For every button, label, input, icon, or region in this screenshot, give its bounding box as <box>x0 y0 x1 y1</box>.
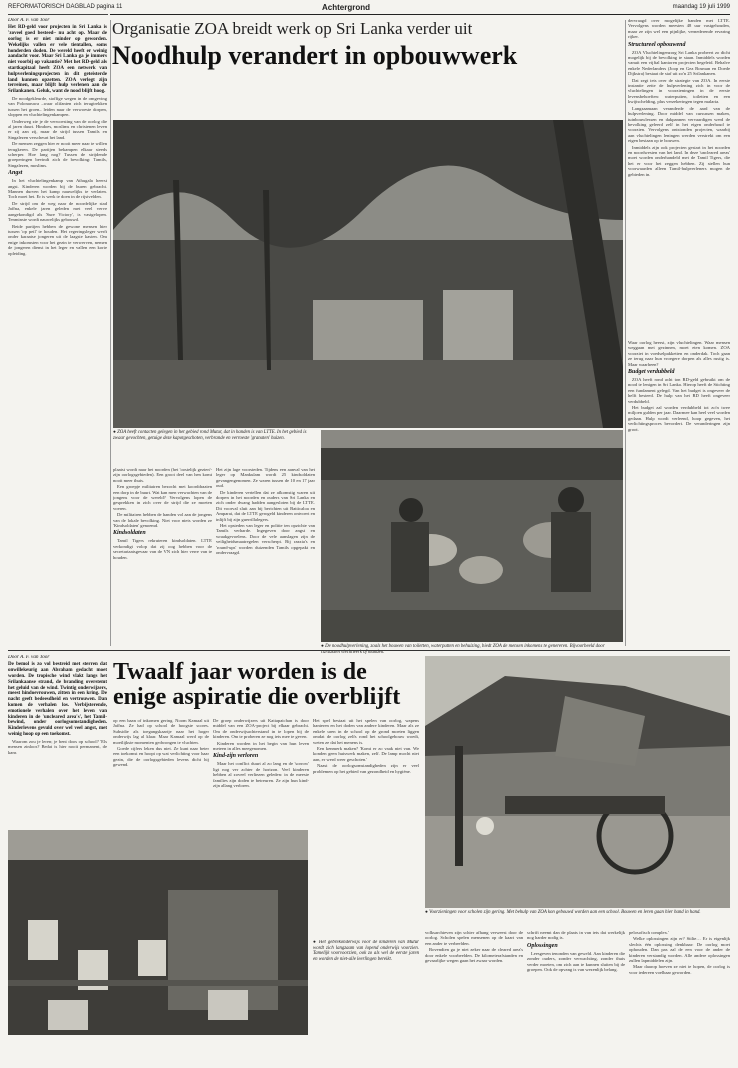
section-title: Achtergrond <box>322 3 370 12</box>
article1-column-5 <box>628 340 730 646</box>
paragraph: op een baan of inkomen gering. Noom Kamaal uit Jaffna. Ze had op school de hoogste scores. Subsidie als toegangskaartje naar het hoger onderwijs lag al klaar. Maar Kamaal werd op de moeilijkste momenten gedwongen te vluchten. <box>113 718 209 745</box>
article1-column-3 <box>216 467 315 647</box>
paragraph: De militairen hebben de handen vol aan de jongens van de lokale bevolking. Niet voor niets worden ze 'Kindsoldaten' genoemd. <box>113 512 212 529</box>
paragraph: De kinderen vertellen dat ze afkomstig waren uit dorpen in het noorden en ouders van Sri Lanka en zich onder dwang hadden aangesloten bij de LTTE. Dit voorval sluit aan bij berichten uit Batticaloa en Amparai, dat de LTTE gerogeld kinderen ontvoert en inlijft bij zijn guerrillalegers. <box>216 489 315 522</box>
photo-basket-weaving <box>321 430 623 642</box>
paragraph: pelosofisch complex.' <box>629 930 669 935</box>
paragraph: Inmiddels zijn ook projecten gestart in het noorden en noordwesten van het land. In deze 'uncleared areas' moet worden onderhandeld met de Tamil Tigers, die het er voor het zeggen hebben. Zij stellen hun voorwaarden alleen Tamil-hulpverleners mogen de gebieden in. <box>628 144 730 177</box>
bullet-icon: ● <box>321 644 326 649</box>
paragraph: Waarom zou je leren; je bent doos op school? 'Els mensen zinloos? Bedat is hier nooit permanent, de kans <box>8 738 107 755</box>
article1-kicker: Organisatie ZOA breidt werk op Sri Lanka verder uit <box>112 19 473 38</box>
paragraph: dervraagd over mogelijke banden met LTTE. Vervolgens worden meesten 48 uur vastgehouden, maar ze zijn wel een pijnlijke, vernederende ervaring rijker. <box>628 18 730 40</box>
article2-column-6 <box>527 930 625 1030</box>
paragraph: Kinderen worden in het begin van hun leven meteen in alles meegenomen. <box>213 740 309 752</box>
paragraph: De mensen zeggen hier er nooit meer naar te willen terugkeren. De partijen bekampen elkaar steeds scherper. Hoe lang nog? Tussen de strijdende groeperingen bevindt zich de bevolking: Tamils, Singalezen, moslims. <box>8 141 107 168</box>
paragraph: Bovendien ga je niet zeker naar de cleared area's door enkele voorbeelden. De kilometerafstanden en gevaarlijke wegen gaan het zwaar worden. <box>425 947 523 964</box>
paragraph: Een kenmerk maken? 'Komt er zo vaak niet van. We konden geen huiswerk maken, zelf. De lamp mocht niet aan, er werd weer geschoten.' <box>313 746 419 762</box>
article2-lead: De bemol is zo vol bestreid met sterren dat onwillekeurig aan Abraham gedacht moet worden. De tropische wind vlakt langs het Srilankaanse strand, de branding overstemt het geluid van de wind. Twintig onderwijzers, meest hindoevrouwen, zitten in een kring. De nacht geeft bedeesdheid en vertrouwen. Dan komen de verhalen los. Verbijsterende, emotionele verhalen over het leven van kinderen in de 'uncleared area's', het Tamil-bewind, onder oorlogsomstandigheden. Kinderlevens gevuld over wel veel angst, met weinig hoop op een toekomst. <box>8 662 107 737</box>
paragraph: Maar daarop hoeven ze niet te hopen, de oorlog is voor iedereen voelbaar geworden. <box>629 964 730 975</box>
paragraph: volksarchieven zijn schier afhang verweest door de oorlog. Scholen spelen mensenen op de kaart van een ander te verbeelden. <box>425 930 523 946</box>
article2-column-2 <box>113 718 209 828</box>
photo-school-cart <box>425 656 730 908</box>
article2-headline: Twaalf jaar worden is de enige aspiratie die overblijft <box>113 659 401 710</box>
paragraph: In het vluchtelingenkamp van Athugala heerst angst. Kinderen worden bij de buren gebracht. Mannen durven het kamp nauwelijks te verlaten. Toch moet het. Er is werk te doen in de rijstvelden. <box>8 178 107 200</box>
paragraph: Onderweg zie je de verwoesting van de oorlog die al jaren duurt. Hindoes, moslims en christenen leven er zij aan zij, maar de strijd tussen Tamils en Singalezen verscheurt het land. <box>8 118 107 140</box>
photo4-caption-text: Voorzieningen voor scholen zijn gering. Met behulp van ZOA kon gebouwd worden aan een school. Bouwen en leren gaan hier hand in hand. <box>429 910 701 915</box>
column-divider <box>625 20 626 646</box>
article2-caption-column <box>313 940 419 1030</box>
article2-byline: Door A. F. van Toor <box>8 655 50 660</box>
photo1-caption <box>113 430 313 466</box>
subheading-structureel: Structureel opbouwend <box>628 41 686 48</box>
photo-ruined-buildings <box>113 120 623 428</box>
publication-name: REFORMATORISCH DAGBLAD pagina 11 <box>8 4 123 10</box>
column-divider <box>110 20 111 646</box>
paragraph: ZOA heeft rond acht ton RD-geld gebruikt om de nood te lenigen in Sri Lanka. Hierop heeft de Stichting een fundament gelegd. Van het budget is ongeveer de helft besteed. De hulp van het RD heeft ongeveer verdubbeld. <box>628 377 730 404</box>
header-rule-left <box>8 14 108 15</box>
subheading-budget: Budget verdubbeld <box>628 369 675 376</box>
article1-column-4 <box>628 18 730 338</box>
subheading-oplossingen: Oplossingen <box>527 942 558 949</box>
paragraph: Tamil Tigers rekruteren kindsoldaten. LTTE verkondigt volop dat zij oog hebben voor de secretariaatsgevaar van de VN zich hier verre van te houden. <box>113 538 212 560</box>
paragraph: ZOA Vluchtelingenzorg Sri Lanka probeert zo dicht mogelijk bij de bevolking te staan. Inmiddels worden vanuit een vijftal kantoren projecten begeleid. Behalve enkele Nederlanders (Joop en Gea Bosman en Doede Dijkstra) bestaat de staf uit zo'n 25 Srilankanen. <box>628 49 730 77</box>
header-rule <box>110 14 730 15</box>
article1-headline: Noodhulp verandert in opbouwwerk <box>112 41 518 70</box>
article1-column-1 <box>8 18 107 648</box>
paragraph: Een groepje militairen bezocht met koorddraaien een dorp in de buurt. Wat kan men verwachten van de jongens voor de wereld? Vervolgens lopen de gesprekken in zich over de strijd die ze moeten voeren. <box>113 484 212 511</box>
subheading-angst: Angst <box>8 170 23 177</box>
photo1-caption-text: ZOA heeft contacten gelegen in het gebied rond Mutur, dat in handen is van LTTE. In het gebied is zwaar gevochten, getuige deze kapotgeschoten, verbrande en verroeste 'granaten' huizen. <box>113 430 307 441</box>
paragraph: Het spel bestaat uit het spelen van oorlog, wapens hanteren en het doden van andere kinderen. Maar als ze enkele uren in de school op de grond moeten liggen omdat de oorlog zelfs rond het schoolgebouw woedt, weten ze dat het menens is. <box>313 718 419 745</box>
subheading-kind-zijn: Kind-zijn verloren <box>213 753 259 760</box>
paragraph: schrift neemt dan de plaats in van iets dat werkelijk nog harder nodig is. <box>527 930 625 941</box>
paragraph: Het budget zal worden verdubbeld tot zo'n twee miljoen gulden per jaar. Daarmee kan heel veel worden gedaan. Hulp wordt verleend, hoop gegeven, het verlichtingsproces bevordert. De veranderingen zijn groot. <box>628 405 730 432</box>
paragraph: Waar oorlog heerst, zijn vluchtelingen. Waar mensen weggaan met gezinnen, moet eten komen. ZOA voorziet in voedselpakketten en onderdak. Toch gaan ze terug naar hun vroegere dorpen als alles rustig is. Maar waarheen? <box>628 340 730 367</box>
photo2-caption-text: De noodhulpverlening, zoals het bouwen van toiletten, waterputten en behuizing, biedt ZOA de mensen inkomens te genereren. Bijvoorbeeld door cursussen vlechtwerk of manden. <box>321 644 605 655</box>
photo-classroom <box>8 830 308 1035</box>
bullet-icon: ● <box>313 940 319 945</box>
article1-column-2 <box>113 467 212 647</box>
photo4-caption <box>425 910 730 928</box>
paragraph: De groep onderwijzers uit Kattapaichan is door middel van een ZOA-project bij elkaar gebracht. Om de onderwijsachterstand in te lopen bij de kinderen. Om te proberen ze nog iets mee te geven. <box>213 718 309 740</box>
bullet-icon: ● <box>425 910 430 915</box>
article2-column-1 <box>8 655 107 825</box>
paragraph: De noodgekleurde, stoffige wegen in de omgeving van Polonaruwa –waar olifanten zich terugtrekken tussen het groen– leiden naar de verwoeste dorpen, sloppen en vluchtelingenkampen. <box>8 95 107 118</box>
article2-column-3 <box>213 718 309 828</box>
photo3-caption-text: Het gebrekonderwijs voor de kinderen van Mutur wordt zich langzaam van lopend onderwijs voorzien. Tamelijk voorvoorzien, ook zo als wel de eerste jaren en worden de niet-alle leerlingen bereikt. <box>313 940 419 962</box>
paragraph: Maar het conflict duurt al zo lang en de 'sorrow' ligt nog ver achter de horizon. Veel kinderen hebben al zoveel verliezen geleden: in de meeste families zijn doden te betreuren. Ze zijn hun kind-zijn allang verloren. <box>213 761 309 789</box>
paragraph: Het opsteden van leger en politie ten opzichte van Tamils verharde. Ingegeven door angst en wraakgevoelens. Door de vele aanslagen zijn de veiligheidsmaatregelen verscherpt. Bij razzia's en 'round-ups' worden duizenden Tamils opgepakt en ondervraagd. <box>216 523 315 556</box>
paragraph: De strijd om de weg naar de noordelijke stad Jaffna, enkele jaren geleden met veel verve aangekondigd als 'Sure Victory', is vastgelopen. Tenminste wordt nauwelijks gebouwd. <box>8 200 107 223</box>
bullet-icon: ● <box>113 430 118 435</box>
article-separator <box>8 650 730 651</box>
paragraph: Welke oplossingen zijn er? Stilte… Er is eigenlijk slechts één oplossing denkbaar: De oorlog moet ophouden. Dan pas zal de een voor de ander de kinderen verstandig worden. Alle andere oplossingen zullen lapmiddelen zijn. <box>629 936 730 964</box>
article2-column-4 <box>313 718 419 938</box>
article2-column-5 <box>425 930 523 1030</box>
article1-byline: Door A. F. van Toor <box>8 18 50 23</box>
paragraph: Dat zegt iets over de strategie van ZOA. In eerste instantie zette de hulpverlening zich in voor de vluchtelingen in voorzieningen in de eerste levensbehoeften: waterputten, toiletten en een kwijtschelding, plus verzekeringen tegen malaria. <box>628 77 730 105</box>
paragraph: Het zijn lage voorsteden. Tijdens een aanval van het leger op Mankulam wordt 25 kindsoldaten gevangengenomen. Ze waren tussen de 10 en 17 jaar oud. <box>216 467 315 489</box>
article2-column-7 <box>629 930 730 1030</box>
paragraph: Goede cijfers leken dus niet. Ze kunt naar beter een toekomst en hoopt op wat verlichting voor haar gezin, die de oorlogsgebieden levens dicht hij gewend. <box>113 746 209 768</box>
issue-date: maandag 19 juli 1999 <box>672 4 730 10</box>
article1-lead: Het RD-geld voor projecten in Sri Lanka is 'zoveel goed besteed– nu acht op. Maar de oorlog is er niet minder op geworden. Wekelijks vallen er vele tientallen, soms honderden doden. De wereld heeft er weinig aandacht voor. Maar Sri Lanka ga je immers niet voorbij op vakantie? Met het RD-geld als startkapitaal heeft ZOA een netwerk van hulpverleningsprojecten in dit geteisterde land kunnen opzetten. ZOA verlegt zijn terreinen, maar blijft hulp verlenen aan de Srilankanen. Geluk, want de nood blijft hoog. <box>8 25 107 95</box>
paragraph: plaatst wordt naar het noorden (het 'oostelijk gezien'- zijn oorlogsgebieden). Een groot deel van hen komt nooit meer thuis. <box>113 467 212 483</box>
paragraph: Naast de oorlogsomstandigheden zijn er veel problemen op het gebied van gezondheid en hygiëne. <box>313 763 419 774</box>
photo3-caption <box>313 940 419 962</box>
subheading-kindsoldaten: Kindsoldaten <box>113 530 146 537</box>
paragraph: Beide partijen hebben de gewone mensen hier tussen 'op peil' te houden. Het regeringsleger werft onder karaatse jongeren uit de laagste kasten. Om enige inkomsten voor het gezin te verwerven, nemen de jongeren dienst in het leger en vallen een korte opleiding. <box>8 223 107 256</box>
paragraph: Langzaamaan veranderde de aard van de hulpverlening. Door middel van cursussen maken, tuinbouwlessen en dakpannen vervaardigen werd de bevolking geleerd zelf in het eigen onderhoud te voorzien. Vervolgens ontstonden projecten, waarbij aan vluchtelingen leningen werden verstrekt om een eigen bestaan op te bouwen. <box>628 105 730 144</box>
paragraph: Leesgeven tenonden van geweld. Aan kinderen die zonder ouders, zonder verwachting, zonder thuis verder moeten, om zich aan te kunnen sluiten bij de groepen. Ook de opvang is van wezenlijk belang. <box>527 950 625 973</box>
